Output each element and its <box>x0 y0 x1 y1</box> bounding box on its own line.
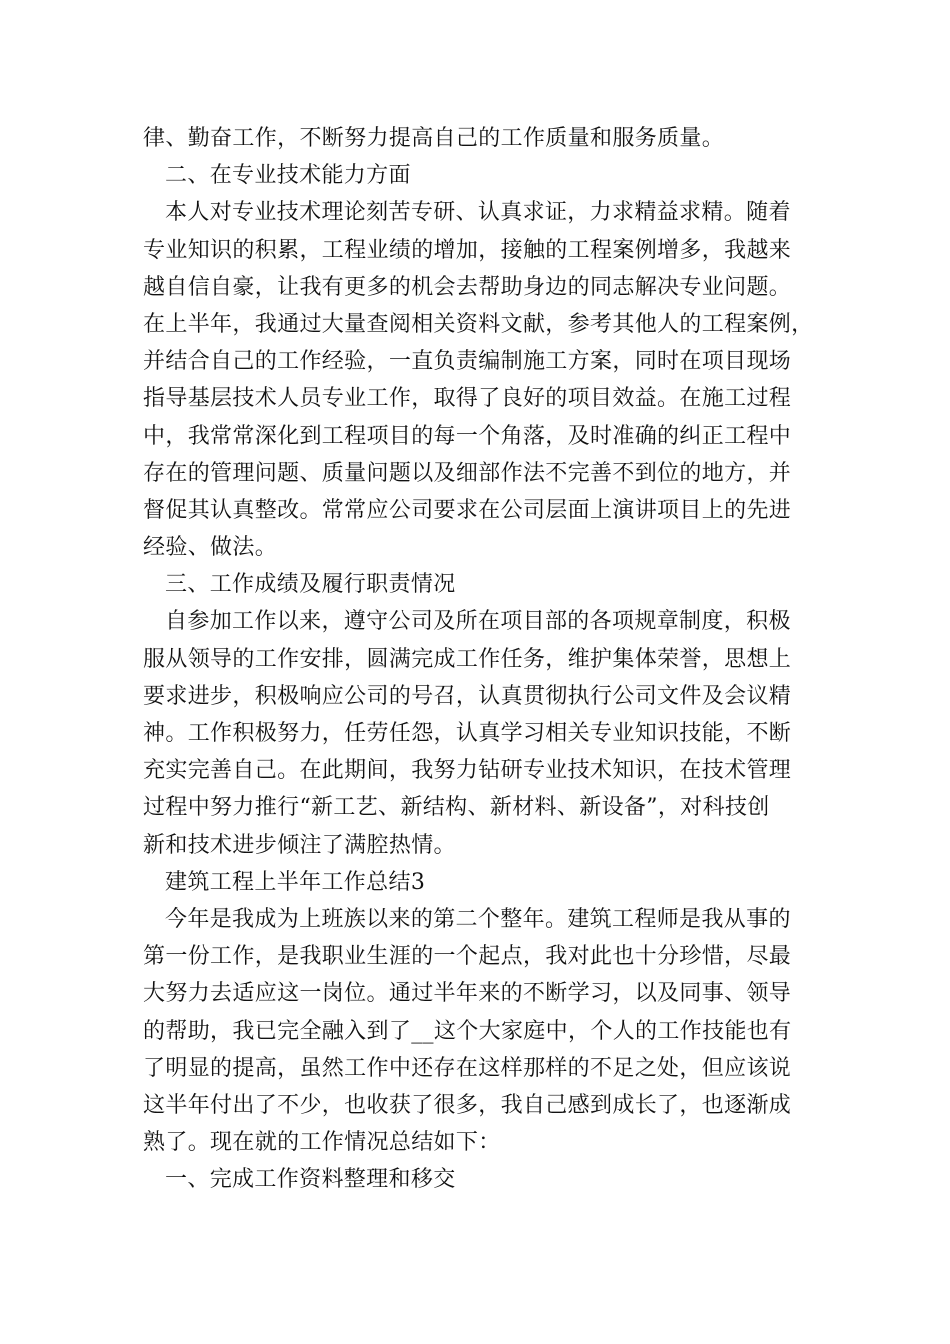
text-line: 在上半年，我通过大量查阅相关资料文献，参考其他人的工程案例， <box>143 311 814 337</box>
text-line: 服从领导的工作安排，圆满完成工作任务，维护集体荣誉，思想上 <box>143 646 792 672</box>
text-line: 这半年付出了不少，也收获了很多，我自己感到成长了，也逐渐成 <box>143 1092 792 1118</box>
text-line: 了明显的提高，虽然工作中还存在这样那样的不足之处，但应该说 <box>143 1055 792 1081</box>
text-line: 熟了。现在就的工作情况总结如下： <box>143 1130 501 1156</box>
text-line: 的帮助，我已完全融入到了__这个大家庭中，个人的工作技能也有 <box>143 1018 792 1044</box>
text-line: 越自信自豪，让我有更多的机会去帮助身边的同志解决专业问题。 <box>143 274 792 300</box>
text-line: 指导基层技术人员专业工作，取得了良好的项目效益。在施工过程 <box>143 386 792 412</box>
document-body <box>143 120 823 1198</box>
section-heading: 三、工作成绩及履行职责情况 <box>165 572 456 598</box>
paragraph-first-line: 自参加工作以来，遵守公司及所在项目部的各项规章制度，积极 <box>165 609 791 635</box>
text-line: 过程中努力推行“新工艺、新结构、新材料、新设备”，对科技创 <box>143 795 770 821</box>
text-line: 第一份工作，是我职业生涯的一个起点，我对此也十分珍惜，尽最 <box>143 944 792 970</box>
text-line: 大努力去适应这一岗位。通过半年来的不断学习，以及同事、领导 <box>143 981 792 1007</box>
section-heading: 二、在专业技术能力方面 <box>165 163 411 189</box>
text-line: 存在的管理问题、质量问题以及细部作法不完善不到位的地方，并 <box>143 460 792 486</box>
text-line: 督促其认真整改。常常应公司要求在公司层面上演讲项目上的先进 <box>143 497 792 523</box>
text-line: 律、勤奋工作，不断努力提高自己的工作质量和服务质量。 <box>143 126 725 151</box>
text-line: 充实完善自己。在此期间，我努力钻研专业技术知识，在技术管理 <box>143 758 792 784</box>
text-line: 要求进步，积极响应公司的号召，认真贯彻执行公司文件及会议精 <box>143 683 792 709</box>
text-line: 神。工作积极努力，任劳任怨，认真学习相关专业知识技能，不断 <box>143 721 792 746</box>
paragraph-first-line: 今年是我成为上班族以来的第二个整年。建筑工程师是我从事的 <box>165 906 791 932</box>
text-line: 并结合自己的工作经验，一直负责编制施工方案，同时在项目现场 <box>143 349 792 375</box>
section-heading: 一、完成工作资料整理和移交 <box>165 1167 456 1193</box>
paragraph-first-line: 本人对专业技术理论刻苦专研、认真求证，力求精益求精。随着 <box>165 200 791 226</box>
text-line: 中，我常常深化到工程项目的每一个角落，及时准确的纠正工程中 <box>143 423 792 449</box>
text-line: 新和技术进步倾注了满腔热情。 <box>143 832 456 858</box>
document-title: 建筑工程上半年工作总结3 <box>165 869 426 895</box>
text-line: 专业知识的积累，工程业绩的增加，接触的工程案例增多，我越来 <box>143 237 792 263</box>
text-line: 经验、做法。 <box>143 535 278 561</box>
